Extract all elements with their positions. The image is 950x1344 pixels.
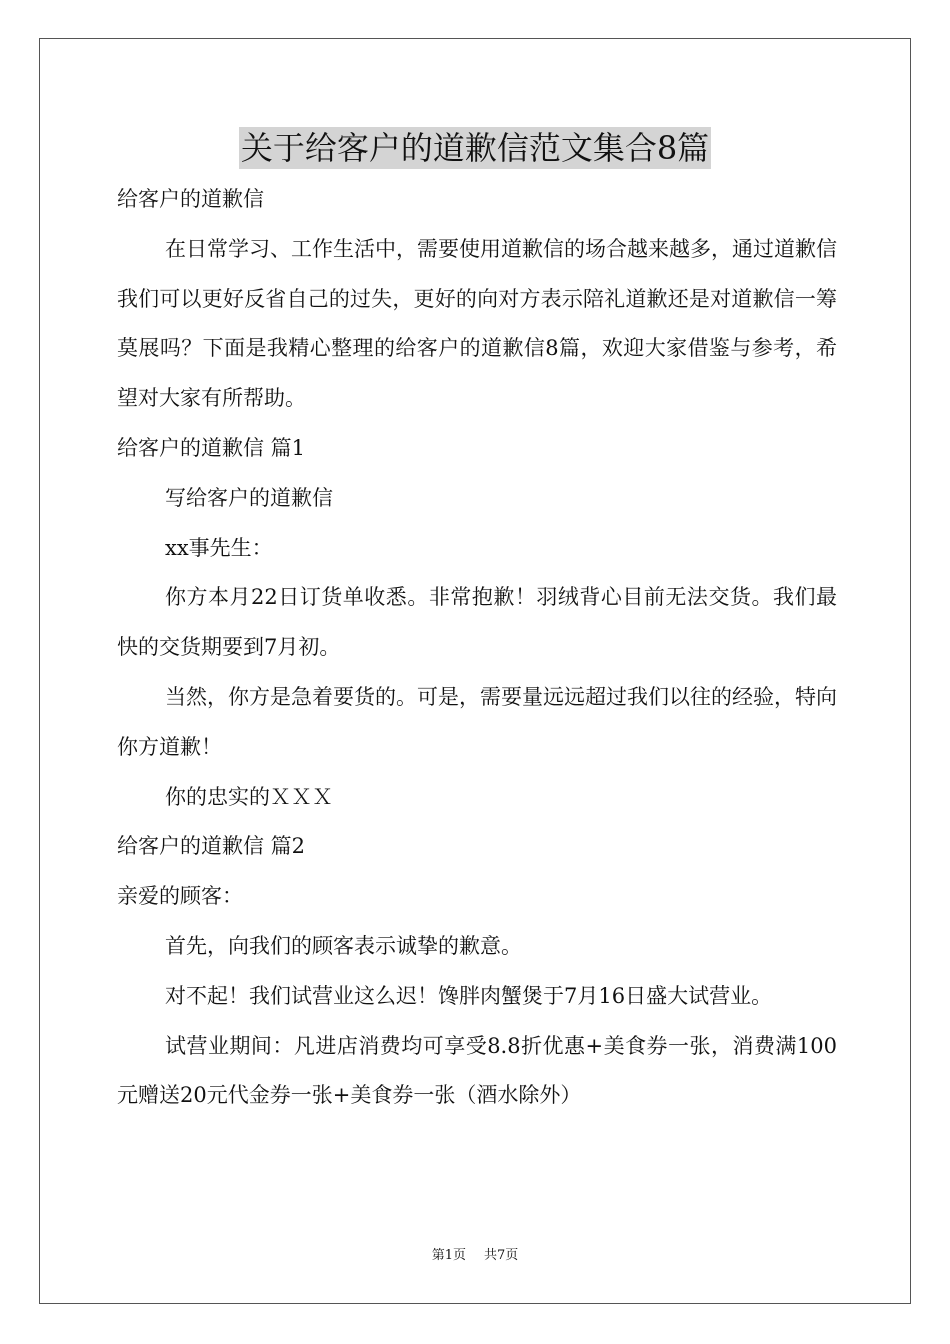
paragraph-10: 首先，向我们的顾客表示诚挚的歉意。 <box>165 933 522 958</box>
page-total: 共7页 <box>484 1248 519 1263</box>
section-heading-2: 给客户的道歉信 篇2 <box>117 834 306 859</box>
paragraph-5: 你方本月22日订货单收悉。非常抱歉！羽绒背心目前无法交货。我们最快的交货期要到7月初。 <box>117 585 837 660</box>
document-title: 关于给客户的道歉信范文集合8篇 <box>240 129 710 167</box>
paragraph-12: 试营业期间：凡进店消费均可享受8.8折优惠+美食券一张，消费满100元赠送20元代金券一张+美食券一张（酒水除外） <box>117 1033 837 1108</box>
paragraph-6: 当然，你方是急着要货的。可是，需要量远远超过我们以往的经验，特向你方道歉！ <box>117 684 837 759</box>
section-heading-1: 给客户的道歉信 篇1 <box>117 435 306 460</box>
page-footer <box>0 1247 950 1265</box>
paragraph-3: 写给客户的道歉信 <box>165 485 333 510</box>
paragraph-11: 对不起！我们试营业这么迟！馋胖肉蟹煲于7月16日盛大试营业。 <box>165 983 773 1008</box>
paragraph-7: 你的忠实的ＸＸＸ <box>165 784 333 809</box>
paragraph-9: 亲爱的顾客： <box>117 884 243 909</box>
paragraph-1: 在日常学习、工作生活中，需要使用道歉信的场合越来越多，通过道歉信我们可以更好反省自己的过失，更好的向对方表示陪礼道歉还是对道歉信一筹莫展吗？下面是我精心整理的给客户的道歉信8篇，欢迎大家借鉴与参考，希望对大家有所帮助。 <box>117 236 837 411</box>
title-container <box>0 127 950 169</box>
page-number: 第1页 <box>431 1248 466 1263</box>
document-body <box>117 175 837 1121</box>
paragraph-0: 给客户的道歉信 <box>117 187 264 211</box>
paragraph-4: xx事先生： <box>165 535 273 560</box>
